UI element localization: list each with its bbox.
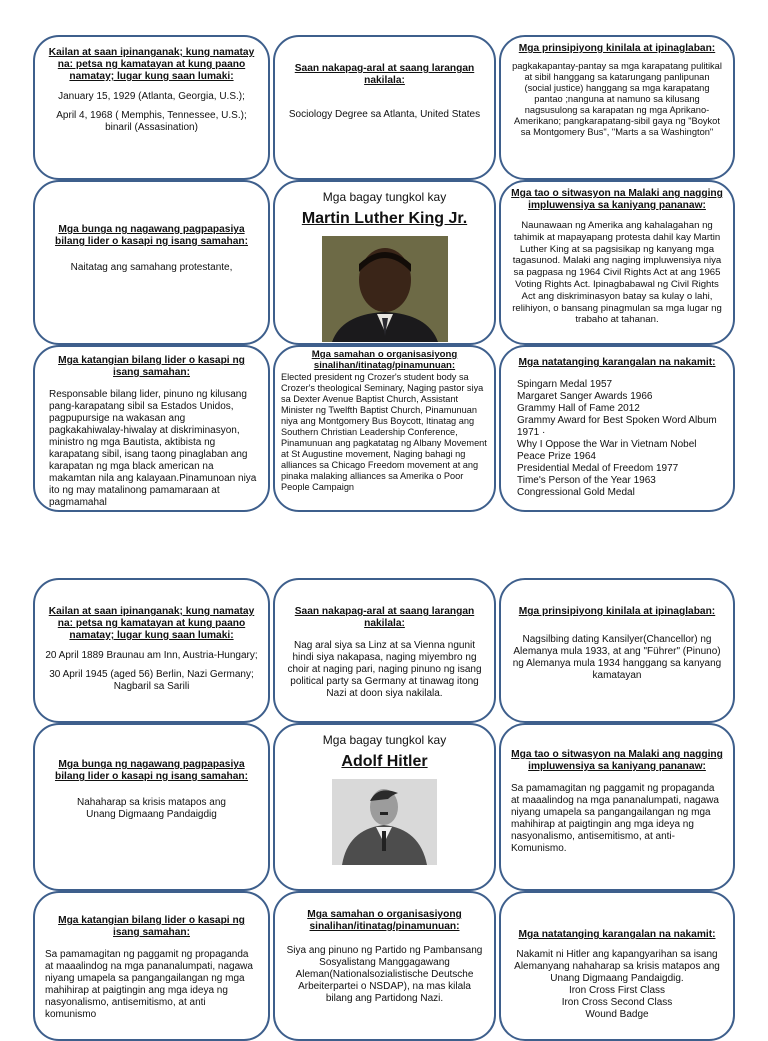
card-header: Mga bunga ng nagawang pagpapasiya bilang lider o kasapi ng isang samahan: <box>54 224 249 247</box>
hitler-portrait-photo <box>332 779 437 865</box>
results-text: Naitatag ang samahang protestante, <box>70 262 233 273</box>
card-header: Mga samahan o organisasiyong sinalihan/itinatag/pinamunuan: <box>311 349 458 371</box>
awards-intro: Nakamit ni Hitler ang kapangyarihan sa isang Alemanyang nahaharap sa krisis matapos ang Unang Digmaang Pandaigdig. <box>514 949 720 984</box>
card-header: Saan nakapag-aral at saang larangan nakilala: <box>294 606 475 629</box>
card-header: Mga samahan o organisasiyong sinalihan/itinatag/pinamunuan: <box>307 909 462 932</box>
traits-text: Responsable bilang lider, pinuno ng kilusang pang-karapatang sibil sa Estados Unidos, pagpupursige na wakasan ang pagkakahiwalay-hiwalay at diskriminasyon, ministro ng mga Bautista, aktibista ng karapatang sibil, isang taong pinaglaban ang karapatan ng mga black american na makamtan nila ang kalayaan.Pinamunoan niya ito ng may matalinong pamamaraan at pagmamahal <box>49 389 257 508</box>
principles-text: Nagsilbing dating Kansilyer(Chancellor) ng Alemanya mula 1933, at ang "Führer" (Pinuno) ng Alemanya mula 1934 hanggang sa kanyang kamatayan <box>512 634 722 681</box>
award-item: Time's Person of the Year 1963 <box>517 475 656 486</box>
card-header: Mga natatanging karangalan na nakamit: <box>518 357 716 368</box>
birth-text: January 15, 1929 (Atlanta, Georgia, U.S.); <box>58 91 245 102</box>
person-name: Martin Luther King Jr. <box>301 210 468 227</box>
education-text: Nag aral siya sa Linz at sa Vienna ngunit hindi siya nakapasa, naging miyembro ng choir at naging pari, naging pinuno ng isang political party sa Germany at tinawag itong Nazi at doon siya nakilala. <box>287 640 482 699</box>
mlk-education-card <box>273 35 496 180</box>
award-item: Margaret Sanger Awards 1966 <box>517 391 653 402</box>
award-item: Grammy Hall of Fame 2012 <box>517 403 640 414</box>
mlk-organizations-card <box>273 345 496 512</box>
mlk-birth-card <box>33 35 270 180</box>
influences-text: Sa pamamagitan ng paggamit ng propaganda at maaalindog na mga pananalumpati, nagawa niyang umapela sa pangangailangan ng mga mahihirap at paigtingin ang mga ideya ng nasyonalismo, antisemitismo, at anti-Komunismo. <box>511 783 719 854</box>
awards-list <box>511 379 723 499</box>
death-text: 30 April 1945 (aged 56) Berlin, Nazi Germany; Nagbaril sa Sarili <box>49 669 254 692</box>
organizations-text: Elected president ng Crozer's student body sa Crozer's theological Seminary, Naging pastor siya sa Dexter Avenue Baptist Church, Assistant Minister ng Twelfth Baptist Church, Pinamunuan niya ang Montgomery Bus Boycott, Itinatag ang Southern Christian Leadership Conference, Pinamunuan ang pagkatatag ng Albany Movement at St Augustine movement, Naging bahagi ng alliances sa Chicago Freedom movement at ang pinaka malaking alliances sa Amerika o Poor People Campaign <box>281 372 487 492</box>
results-text: Nahaharap sa krisis matapos ang Unang Digmaang Pandaigdig <box>77 797 226 820</box>
card-header: Mga tao o sitwasyon na Malaki ang nagging impluwensiya sa kaniyang pananaw: <box>511 188 723 211</box>
education-text: Sociology Degree sa Atlanta, United States <box>288 109 481 120</box>
card-header: Mga prinsipiyong kinilala at ipinaglaban: <box>518 43 716 54</box>
card-header: Mga katangian bilang lider o kasapi ng isang samahan: <box>58 355 245 378</box>
card-header: Saan nakapag-aral at saang larangan nakilala: <box>294 63 475 86</box>
hitler-influences-card <box>499 723 735 891</box>
hitler-results-card <box>33 723 270 891</box>
hitler-awards-card <box>499 891 735 1041</box>
award-item: Iron Cross First Class <box>568 985 666 996</box>
organizations-text: Siya ang pinuno ng Partido ng Pambansang Sosyalistang Manggagawang Aleman(Nationalsozialistische Deutsche Arbeiterpartei o NSDAP), na mas kilala bilang ang Partidong Nazi. <box>286 945 483 1004</box>
mlk-principles-card <box>499 35 735 180</box>
hitler-organizations-card <box>273 891 496 1041</box>
mlk-influences-card <box>499 180 735 345</box>
card-header: Mga prinsipiyong kinilala at ipinaglaban: <box>518 606 716 617</box>
hitler-education-card <box>273 578 496 723</box>
award-item: Wound Badge <box>585 1009 649 1020</box>
award-item: Congressional Gold Medal <box>517 487 635 498</box>
award-item: Why I Oppose the War in Vietnam Nobel Peace Prize 1964 <box>517 439 697 462</box>
award-item: Spingarn Medal 1957 <box>517 379 613 390</box>
mlk-center-card <box>273 180 496 345</box>
center-intro: Mga bagay tungkol kay <box>322 733 447 747</box>
hitler-birth-card <box>33 578 270 723</box>
mlk-results-card <box>33 180 270 345</box>
influences-text: Naunawaan ng Amerika ang kahalagahan ng tahimik at mapayapang protesta dahil kay Martin Luther King at sa pagsisikap ng kanyang mga tagasunod. Malaki ang naging impluwensiya niya sa pagpasa ng 1964 Civil Rights Act at ang 1965 Voting Rights Act. Ipinagbabawal ng Civil Rights Act ang diskriminasyon batay sa kulay o lahi, relihiyon, o bansang pinagmulan sa mga lugar ng trabaho at tahanan. <box>512 220 722 326</box>
award-item: Grammy Award for Best Spoken Word Album 1971 · <box>517 415 717 438</box>
card-header: Kailan at saan ipinanganak; kung namatay na: petsa ng kamatayan at kung paano namatay; lugar kung saan lumaki: <box>48 47 255 82</box>
award-item: Presidential Medal of Freedom 1977 <box>517 463 679 474</box>
card-header: Mga tao o sitwasyon na Malaki ang nagging impluwensiya sa kaniyang pananaw: <box>511 749 723 772</box>
card-header: Mga natatanging karangalan na nakamit: <box>518 929 716 940</box>
card-header: Kailan at saan ipinanganak; kung namatay na: petsa ng kamatayan at kung paano namatay; lugar kung saan lumaki: <box>48 606 255 641</box>
award-item: Iron Cross Second Class <box>561 997 673 1008</box>
mlk-portrait-photo <box>322 236 448 342</box>
center-intro: Mga bagay tungkol kay <box>322 190 447 204</box>
hitler-principles-card <box>499 578 735 723</box>
death-text: April 4, 1968 ( Memphis, Tennessee, U.S.); binaril (Assasination) <box>56 110 247 133</box>
card-header: Mga katangian bilang lider o kasapi ng isang samahan: <box>58 915 245 938</box>
hitler-traits-card <box>33 891 270 1041</box>
principles-text: pagkakapantay-pantay sa mga karapatang pulitikal at sibil hanggang sa katarungang panlipunan (social justice) hanggang sa mga karapatang pantao ;nanguna at namuno sa kilusang nagsusulong sa karapatan ng mga Aprikano-Amerikano; pangkarapatang-sibil gaya ng "Boykot sa Montgomery Bus", "Marts a sa Washington" <box>512 61 722 137</box>
mlk-traits-card <box>33 345 270 512</box>
hitler-center-card <box>273 723 496 891</box>
birth-text: 20 April 1889 Braunau am Inn, Austria-Hungary; <box>45 650 258 661</box>
card-header: Mga bunga ng nagawang pagpapasiya bilang lider o kasapi ng isang samahan: <box>54 759 249 782</box>
mlk-awards-card <box>499 345 735 512</box>
person-name: Adolf Hitler <box>341 753 428 770</box>
traits-text: Sa pamamagitan ng paggamit ng propaganda at maaalindog na mga pananalumpati, nagawa niyang umapela sa pangangailangan ng mga mahihirap at paigtingin ang mga ideya ng nasyonalismo, antisemitismo, at anti komunismo <box>45 949 253 1020</box>
